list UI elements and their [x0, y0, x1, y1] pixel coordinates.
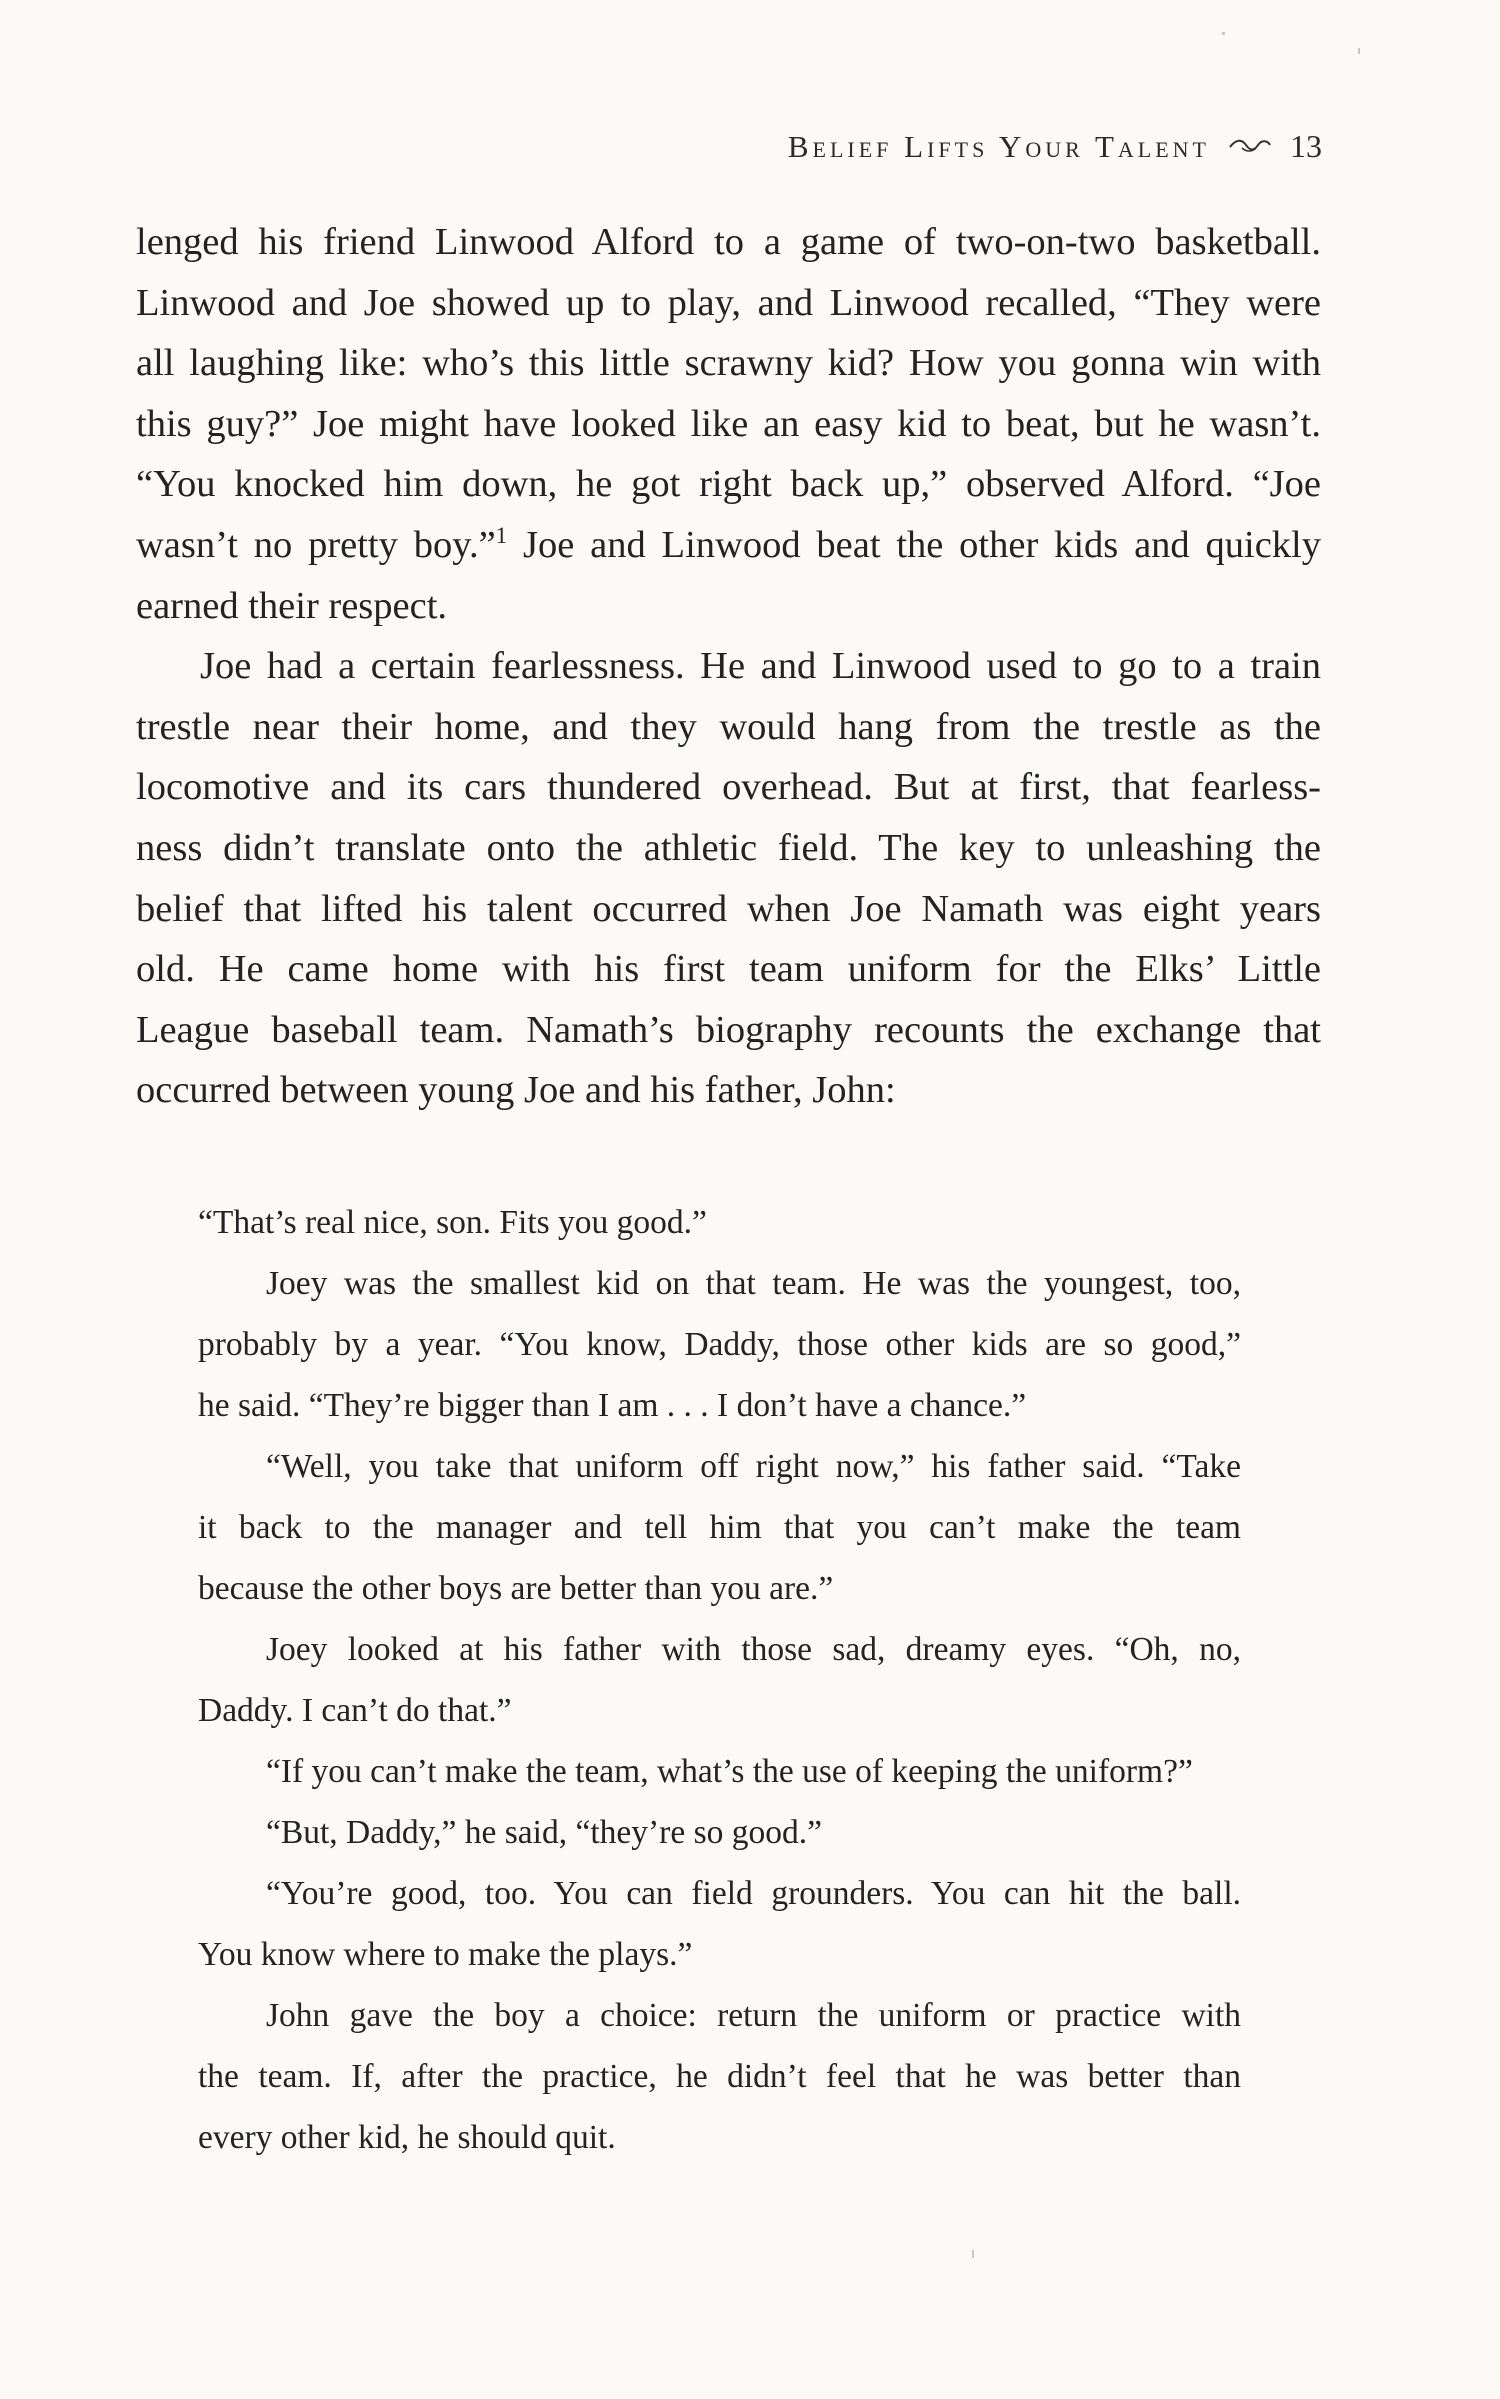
running-title: Belief Lifts Your Talent	[787, 129, 1210, 164]
text-line: this guy?” Joe might have looked like an easy kid to beat, but he wasn’t.	[136, 402, 1321, 445]
page-number: 13	[1290, 128, 1322, 164]
text-line-end: Joe and Linwood beat the other kids and quickly	[507, 523, 1321, 566]
text-line: “If you can’t make the team, what’s the use of keeping the uniform?”	[266, 1753, 1193, 1790]
text-line: probably by a year. “You know, Daddy, those other kids are so good,”	[198, 1326, 1241, 1363]
text-line: “But, Daddy,” he said, “they’re so good.”	[266, 1814, 822, 1851]
text-line: belief that lifted his talent occurred when Joe Namath was eight years	[136, 887, 1321, 930]
quote-paragraph	[198, 1436, 1241, 1619]
quote-paragraph	[198, 1253, 1241, 1436]
text-line: the team. If, after the practice, he didn’t feel that he was better than	[198, 2058, 1241, 2095]
quote-paragraph	[198, 1619, 1241, 1741]
text-line: John gave the boy a choice: return the uniform or practice with	[266, 1997, 1241, 2034]
text-line: “You’re good, too. You can field grounders. You can hit the ball.	[266, 1875, 1241, 1912]
text-line: all laughing like: who’s this little scrawny kid? How you gonna win with	[136, 342, 1321, 385]
text-line: old. He came home with his first team uniform for the Elks’ Little	[136, 948, 1321, 991]
text-line: lenged his friend Linwood Alford to a game of two-on-two basketball.	[136, 221, 1321, 263]
paragraph-2	[136, 636, 1321, 1121]
text-line: because the other boys are better than you are.”	[198, 1570, 834, 1607]
text-line: Joey looked at his father with those sad, dreamy eyes. “Oh, no,	[266, 1631, 1241, 1668]
scan-speck	[1358, 48, 1360, 54]
text-line: “That’s real nice, son. Fits you good.”	[198, 1204, 707, 1241]
text-line: Joe had a certain fearlessness. He and Linwood used to go to a train	[200, 645, 1321, 688]
body-text	[136, 212, 1321, 1121]
text-line: Daddy. I can’t do that.”	[198, 1692, 512, 1729]
scan-speck	[1222, 32, 1225, 35]
text-line: every other kid, he should quit.	[198, 2119, 616, 2156]
text-line-with-footnote	[136, 515, 1321, 576]
quote-paragraph	[198, 1741, 1241, 1802]
footnote-reference: 1	[495, 522, 508, 549]
text-line: locomotive and its cars thundered overhead. But at first, that fearless-	[136, 766, 1321, 809]
text-line: trestle near their home, and they would hang from the trestle as the	[136, 705, 1321, 748]
paragraph-1	[136, 212, 1321, 636]
quote-paragraph	[198, 1863, 1241, 1985]
text-line: You know where to make the plays.”	[198, 1936, 693, 1973]
text-line: Joey was the smallest kid on that team. He was the youngest, too,	[266, 1265, 1241, 1302]
text-line: Linwood and Joe showed up to play, and Linwood recalled, “They were	[136, 281, 1321, 324]
text-line: it back to the manager and tell him that you can’t make the team	[198, 1509, 1241, 1546]
block-quote	[198, 1192, 1241, 2168]
scan-speck	[972, 2250, 974, 2258]
quote-paragraph	[198, 1985, 1241, 2168]
swash-ornament-icon	[1228, 127, 1272, 161]
text-line: occurred between young Joe and his father, John:	[136, 1069, 896, 1112]
quote-paragraph	[198, 1802, 1241, 1863]
text-line: “Well, you take that uniform off right now,” his father said. “Take	[266, 1448, 1241, 1485]
text-line: ness didn’t translate onto the athletic field. The key to unleashing the	[136, 826, 1321, 869]
text-line: he said. “They’re bigger than I am . . . I don’t have a chance.”	[198, 1387, 1027, 1424]
running-header	[788, 128, 1322, 165]
text-line: League baseball team. Namath’s biography recounts the exchange that	[136, 1008, 1321, 1051]
quote-paragraph	[198, 1192, 1241, 1253]
text-line: “You knocked him down, he got right back up,” observed Alford. “Joe	[136, 463, 1321, 506]
swash-ornament-icon-svg	[1228, 137, 1272, 153]
text-line: earned their respect.	[136, 584, 448, 627]
text-line-start: wasn’t no pretty boy.”	[136, 523, 496, 566]
